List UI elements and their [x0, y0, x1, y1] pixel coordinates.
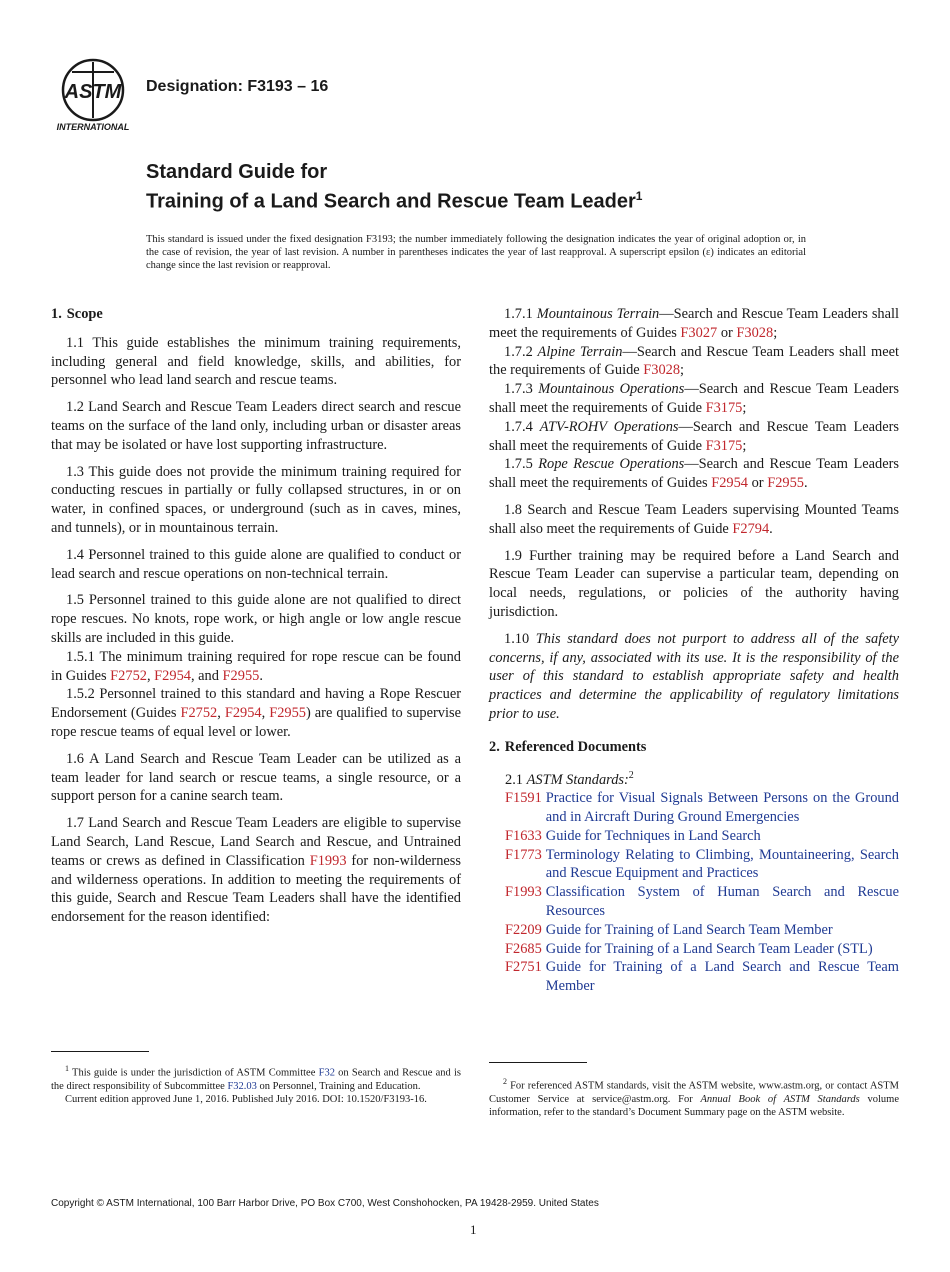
standard-code-link[interactable]: F1633: [505, 827, 542, 844]
para-1-7-1: 1.7.1 Mountainous Terrain—Search and Rescue Team Leaders shall meet the requirements of Guides F3027 or F3028;: [489, 306, 899, 341]
para-1-5-1: 1.5.1 The minimum training required for rope rescue can be found in Guides F2752, F2954, and F2955.: [51, 648, 461, 684]
standard-code-link[interactable]: F2751: [505, 959, 542, 976]
subcommittee-link[interactable]: F32.03: [227, 1080, 257, 1092]
ref-link-f2955[interactable]: F2955: [767, 475, 804, 492]
astm-international-logo: [52, 58, 134, 134]
para-1-8: 1.8 Search and Rescue Team Leaders supervising Mounted Teams shall also meet the requirements of Guide F2794.: [489, 501, 899, 537]
edition-note: Current edition approved June 1, 2016. Published July 2016. DOI: 10.1520/F3193-16.: [65, 1093, 427, 1105]
ref-link-f3028[interactable]: F3028: [736, 324, 774, 341]
page-number: 1: [470, 1222, 477, 1237]
standard-item: [489, 883, 899, 921]
ref-link-f3028[interactable]: F3028: [643, 362, 681, 379]
standard-title-link[interactable]: Terminology Relating to Climbing, Mountaineering, Search and Rescue Equipment and Practices: [545, 846, 899, 882]
standard-code-link[interactable]: F1993: [505, 884, 542, 901]
standard-title-link[interactable]: Guide for Training of Land Search Team Member: [545, 921, 833, 938]
para-1-7-2: 1.7.2 Alpine Terrain—Search and Rescue Team Leaders shall meet the requirements of Guide F3028;: [489, 343, 899, 379]
para-1-10: 1.10 This standard does not purport to address all of the safety concerns, if any, associated with its use. It is the responsibility of the user of this standard to establish appropriate safety and health practices and determine the applicability of regulatory limitations prior to use.: [489, 630, 899, 722]
para-1-7-4: 1.7.4 ATV-ROHV Operations—Search and Rescue Team Leaders shall meet the requirements of Guide F3175;: [489, 418, 899, 454]
preamble: This standard is issued under the fixed designation F3193; the number immediately following the designation indicates the year of original adoption or, in the case of revision, the year of last revision. A number in parentheses indicates the year of last reapproval. A superscript epsilon (ε) indicates an editorial change since the last revision or reapproval.: [146, 234, 806, 271]
footnote-rule-left: [51, 1051, 149, 1052]
para-1-3: 1.3 This guide does not provide the minimum training required for conducting rescues in partially or fully collapsed structures, in or on water, in confined spaces, or underground (such as in caves, mines, and tunnels), or in mountainous terrain.: [51, 463, 461, 536]
astm-standards-subheading: 2.1 ASTM Standards:$^2$: [505, 769, 634, 788]
para-1-2: 1.2 Land Search and Rescue Team Leaders direct search and rescue teams on the surface of the land only, including urban or disaster areas that may be isolated or have lost supporting infrastructure.: [51, 399, 461, 453]
committee-link[interactable]: F32: [318, 1067, 335, 1079]
para-1-5-2: 1.5.2 Personnel trained to this standard and having a Rope Rescuer Endorsement (Guides F2752, F2954, F2955) are qualified to supervise rope rescue teams of equal level or lower.: [51, 686, 461, 740]
standard-title-link[interactable]: Practice for Visual Signals Between Persons on the Ground and in Aircraft During Ground Emergencies: [545, 790, 899, 825]
right-column: [489, 305, 899, 996]
designation: Designation: F3193 – 16: [146, 78, 329, 95]
logo-text: ASTM: [64, 81, 122, 103]
para-1-9: 1.9 Further training may be required before a Land Search and Rescue Team Leader can supervise a particular team, depending on local needs, regulations, or policies of the authority having jurisdiction.: [489, 547, 899, 620]
standard-item: [489, 940, 899, 959]
section-1-heading: 1. Scope: [51, 306, 103, 322]
para-1-6: 1.6 A Land Search and Rescue Team Leader can be utilized as a team leader for land search or rescue teams, a single resource, or a support person for a canine search team.: [51, 750, 461, 805]
referenced-standards-list: [489, 789, 899, 996]
ref-link-f2794[interactable]: F2794: [732, 520, 770, 537]
ref-link-f3175[interactable]: F3175: [705, 437, 743, 454]
standard-item: [489, 846, 899, 884]
para-1-7-5: 1.7.5 Rope Rescue Operations—Search and Rescue Team Leaders shall meet the requirements of Guides F2954 or F2955.: [489, 456, 899, 492]
standard-title-link[interactable]: Guide for Training of a Land Search Team Leader (STL): [545, 940, 873, 957]
logo-subtext: INTERNATIONAL: [56, 122, 130, 132]
ref-link-f2954[interactable]: F2954: [224, 705, 262, 722]
ref-link-f2752[interactable]: F2752: [110, 667, 147, 684]
page-title: [146, 160, 642, 214]
section-2-heading: 2. Referenced Documents: [489, 738, 647, 755]
ref-link-f3027[interactable]: F3027: [680, 324, 718, 341]
standard-item: [489, 921, 899, 940]
ref-link-f2955[interactable]: F2955: [269, 705, 306, 722]
ref-link-f2752[interactable]: F2752: [180, 705, 218, 722]
footnote-rule-right: [489, 1062, 587, 1063]
para-1-1: 1.1 This guide establishes the minimum training requirements, including general and field knowledge, skills, and abilities, for personnel who lead land search and rescue teams.: [51, 334, 461, 389]
title-footnote-mark: 1: [635, 189, 643, 203]
standard-code-link[interactable]: F2685: [505, 940, 542, 957]
left-column: [51, 305, 461, 927]
standard-code-link[interactable]: F1773: [505, 846, 542, 863]
para-1-5: 1.5 Personnel trained to this guide alone are not qualified to direct rope rescues. No knots, rope work, or high angle or low angle rescue skills are included in this guide.: [51, 592, 461, 646]
ref-link-f2954[interactable]: F2954: [711, 475, 748, 492]
ref-link-f2954[interactable]: F2954: [154, 667, 191, 684]
standard-code-link[interactable]: F2209: [505, 921, 542, 938]
standard-item: [489, 958, 899, 996]
title-line-2: Training of a Land Search and Rescue Team Leader$^1$: [146, 189, 643, 213]
copyright-notice: Copyright © ASTM International, 100 Barr Harbor Drive, PO Box C700, West Conshohocken, PA 19428-2959. United States: [51, 1198, 599, 1209]
standard-code-link[interactable]: F1591: [505, 790, 542, 807]
standard-title-link[interactable]: Guide for Techniques in Land Search: [545, 827, 761, 844]
ref-link-f2955[interactable]: F2955: [222, 667, 260, 684]
para-1-7: 1.7 Land Search and Rescue Team Leaders are eligible to supervise Land Search, Land Rescue, Land Search and Rescue, and Untrained teams or crews as defined in Classification F1993 for non-wilderness and wilderness operations. In addition to meeting the requirements of this guide, Search and Rescue Team Leaders shall have the identified endorsement for the reason identified:: [51, 815, 461, 926]
title-line-1: Standard Guide for: [146, 161, 328, 183]
standard-title-link[interactable]: Classification System of Human Search and Rescue Resources: [545, 884, 899, 919]
standard-item: [489, 827, 899, 846]
footnote-1: $^1$ This guide is under the jurisdiction of ASTM Committee F32 on Search and Rescue and is the direct responsibility of Subcommittee F32.03 on Personnel, Training and Education. Current edition approved June 1, 2016. Published July 2016. DOI: 10.1520/F3193-16.: [51, 1064, 462, 1105]
standard-title-link[interactable]: Guide for Training of a Land Search and Rescue Team Member: [545, 959, 899, 995]
para-1-4: 1.4 Personnel trained to this guide alone are qualified to conduct or lead search and rescue operations on non-technical terrain.: [51, 546, 461, 582]
ref-link-f3175[interactable]: F3175: [705, 399, 743, 416]
standard-item: [489, 789, 899, 827]
ref-link-f1993[interactable]: F1993: [309, 852, 347, 869]
footnote-2: $^2$ For referenced ASTM standards, visit the ASTM website, www.astm.org, or contact ASTM Customer Service at service@astm.org. For Annual Book of ASTM Standards volume information, refer to the standard’s Document Summary page on the ASTM website.: [489, 1077, 899, 1118]
para-1-7-3: 1.7.3 Mountainous Operations—Search and Rescue Team Leaders shall meet the requirements of Guide F3175;: [489, 381, 899, 416]
